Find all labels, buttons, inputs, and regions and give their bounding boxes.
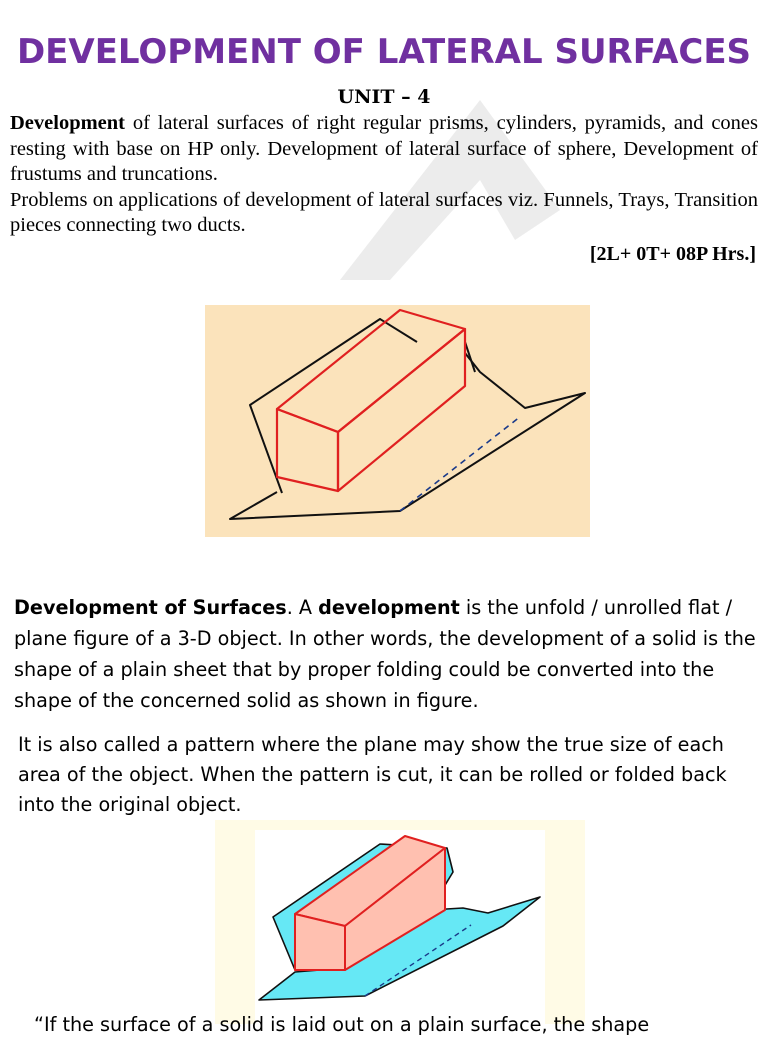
definition-text-2: is the unfold / unrolled flat / plane figure of a 3-D object. In other words, the development of a solid is the shape of a plain sheet that by proper folding could be converted into the shape of the concerned solid as shown in figure. (14, 596, 756, 712)
definition-keyword: development (318, 596, 460, 619)
definition-text-1: . A (286, 596, 319, 619)
prism-development-figure-2 (215, 820, 585, 1024)
syllabus-paragraph-1 (10, 111, 758, 188)
syllabus-lead: Development (10, 112, 126, 134)
page-title: DEVELOPMENT OF LATERAL SURFACES (16, 32, 752, 72)
prism-development-figure-1 (205, 305, 590, 537)
pattern-paragraph: It is also called a pattern where the plane may show the true size of each area of the object. When the pattern is cut, it can be rolled or folded back into the original object. (18, 733, 727, 816)
syllabus-paragraph-2: Problems on applications of development of lateral surfaces viz. Funnels, Trays, Transition pieces connecting two ducts. (10, 188, 758, 236)
quote-text-partial: “If the surface of a solid is laid out on a plain surface, the shape (34, 1013, 650, 1036)
unit-heading: UNIT – 4 (337, 86, 431, 108)
hours-label: [2L+ 0T+ 08P Hrs.] (589, 243, 756, 265)
figure-1-background (205, 305, 590, 537)
development-definition (14, 592, 764, 716)
syllabus-block (10, 111, 758, 239)
syllabus-text-1: of lateral surfaces of right regular prisms, cylinders, pyramids, and cones resting with base on HP only. Development of lateral surface of sphere, Development of frustums and truncations. (10, 112, 758, 185)
definition-term: Development of Surfaces (14, 596, 287, 619)
